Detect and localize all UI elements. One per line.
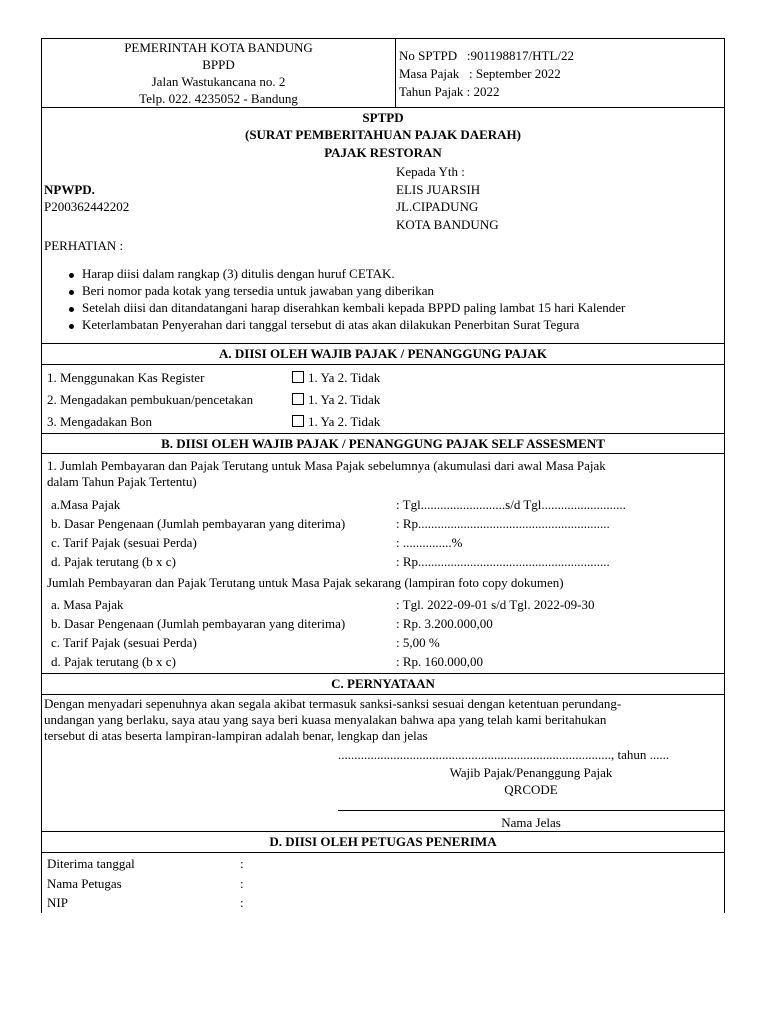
petugas-label: Nama Petugas xyxy=(47,876,122,891)
org-line1: PEMERINTAH KOTA BANDUNG xyxy=(124,40,313,55)
checkbox-icon[interactable] xyxy=(292,415,304,427)
section-a-row-options xyxy=(292,370,380,386)
petugas-value: : xyxy=(240,856,244,871)
current-label: c. Tarif Pajak (sesuai Perda) xyxy=(51,635,197,650)
prev-value: : Tgl..........................s/d Tgl.......................... xyxy=(396,497,626,512)
masa-pajak-header: Masa Pajak : September 2022 xyxy=(399,66,561,81)
prev-label: c. Tarif Pajak (sesuai Perda) xyxy=(51,535,197,550)
header-divider xyxy=(395,39,396,107)
petugas-value: : xyxy=(240,895,244,910)
org-line4: Telp. 022. 4235052 - Bandung xyxy=(139,91,298,106)
petugas-value: : xyxy=(240,876,244,891)
prev-value: : Rp........................................................... xyxy=(396,554,610,569)
recipient-name: ELIS JUARSIH xyxy=(396,182,481,197)
perhatian-item: Harap diisi dalam rangkap (3) ditulis dengan huruf CETAK. xyxy=(82,266,395,281)
divider xyxy=(42,343,724,344)
qrcode-label: QRCODE xyxy=(504,782,558,797)
section-a-heading: A. DIISI OLEH WAJIB PAJAK / PENANGGUNG PAJAK xyxy=(219,346,547,361)
current-value: : Rp. 160.000,00 xyxy=(396,654,484,669)
nama-jelas-label: Nama Jelas xyxy=(501,815,561,830)
divider xyxy=(42,852,724,853)
checkbox-icon[interactable] xyxy=(292,393,304,405)
perhatian-item: Keterlambatan Penyerahan dari tanggal tersebut di atas akan dilakukan Penerbitan Surat Tegura xyxy=(82,317,580,332)
current-label: a. Masa Pajak xyxy=(51,597,124,612)
bullet-icon xyxy=(69,307,74,312)
perhatian-label: PERHATIAN : xyxy=(44,238,124,253)
current-value: : Tgl. 2022-09-01 s/d Tgl. 2022-09-30 xyxy=(396,597,595,612)
current-intro: Jumlah Pembayaran dan Pajak Terutang untuk Masa Pajak sekarang (lampiran foto copy dokumen) xyxy=(47,575,564,590)
current-label: d. Pajak terutang (b x c) xyxy=(51,654,176,669)
kepada-label: Kepada Yth : xyxy=(396,164,465,179)
section-c-heading: C. PERNYATAAN xyxy=(331,676,435,691)
section-b-heading: B. DIISI OLEH WAJIB PAJAK / PENANGGUNG PAJAK SELF ASSESMENT xyxy=(161,436,605,451)
section-a-row-options xyxy=(292,392,380,408)
option-text: 1. Ya 2. Tidak xyxy=(308,370,381,385)
checkbox-icon[interactable] xyxy=(292,371,304,383)
current-label: b. Dasar Pengenaan (Jumlah pembayaran yang diterima) xyxy=(51,616,346,631)
perhatian-item: Beri nomor pada kotak yang tersedia untuk jawaban yang diberikan xyxy=(82,283,434,298)
prev-label: d. Pajak terutang (b x c) xyxy=(51,554,176,569)
pernyataan-text: tersebut di atas beserta lampiran-lampiran adalah benar, lengkap dan jelas xyxy=(44,728,428,743)
divider xyxy=(42,673,724,674)
bullet-icon xyxy=(69,273,74,278)
org-line3: Jalan Wastukancana no. 2 xyxy=(151,74,286,89)
prev-value: : Rp........................................................... xyxy=(396,516,610,531)
divider xyxy=(42,364,724,365)
current-value: : 5,00 % xyxy=(396,635,440,650)
petugas-label: NIP xyxy=(47,895,68,910)
option-text: 1. Ya 2. Tidak xyxy=(308,392,381,407)
signer-label: Wajib Pajak/Penanggung Pajak xyxy=(449,765,613,780)
recipient-city: KOTA BANDUNG xyxy=(396,217,499,232)
no-sptpd: No SPTPD :901198817/HTL/22 xyxy=(399,48,575,63)
section-d-heading: D. DIISI OLEH PETUGAS PENERIMA xyxy=(269,834,497,849)
date-line: ...................................................................................., tahun ...... xyxy=(338,747,670,762)
org-line2: BPPD xyxy=(202,57,235,72)
bullet-icon xyxy=(69,290,74,295)
title-tax-type: PAJAK RESTORAN xyxy=(324,145,442,160)
divider xyxy=(42,107,724,108)
divider xyxy=(42,831,724,832)
pernyataan-text: undangan yang berlaku, saya atau yang saya beri kuasa menyalakan bahwa apa yang telah kami beritahukan xyxy=(44,712,607,727)
recipient-address: JL.CIPADUNG xyxy=(396,199,479,214)
petugas-label: Diterima tanggal xyxy=(47,856,135,871)
title-sptpd: SPTPD xyxy=(362,110,404,125)
current-value: : Rp. 3.200.000,00 xyxy=(396,616,493,631)
divider xyxy=(42,433,724,434)
form-frame xyxy=(41,38,725,913)
option-text: 1. Ya 2. Tidak xyxy=(308,414,381,429)
npwpd-value: P200362442202 xyxy=(44,199,130,214)
section-a-row-label: 2. Mengadakan pembukuan/pencetakan xyxy=(47,392,254,407)
tahun-pajak-header: Tahun Pajak : 2022 xyxy=(399,84,500,99)
divider xyxy=(42,694,724,695)
section-b-intro: dalam Tahun Pajak Tertentu) xyxy=(47,474,197,489)
perhatian-item: Setelah diisi dan ditandatangani harap diserahkan kembali kepada BPPD paling lambat 15 hari Kalender xyxy=(82,300,626,315)
bullet-icon xyxy=(69,324,74,329)
pernyataan-text: Dengan menyadari sepenuhnya akan segala akibat termasuk sanksi-sanksi sesuai dengan ketentuan perundang- xyxy=(44,696,622,711)
section-b-intro: 1. Jumlah Pembayaran dan Pajak Terutang untuk Masa Pajak sebelumnya (akumulasi dari awal Masa Pajak xyxy=(47,458,606,473)
signature-line xyxy=(338,810,724,811)
prev-label: a.Masa Pajak xyxy=(51,497,121,512)
npwpd-label: NPWPD. xyxy=(44,182,95,197)
divider xyxy=(42,453,724,454)
title-full: (SURAT PEMBERITAHUAN PAJAK DAERAH) xyxy=(244,127,521,142)
section-a-row-label: 1. Menggunakan Kas Register xyxy=(47,370,205,385)
section-a-row-label: 3. Mengadakan Bon xyxy=(47,414,153,429)
section-a-row-options xyxy=(292,414,380,430)
prev-value: : ...............% xyxy=(396,535,463,550)
prev-label: b. Dasar Pengenaan (Jumlah pembayaran yang diterima) xyxy=(51,516,346,531)
